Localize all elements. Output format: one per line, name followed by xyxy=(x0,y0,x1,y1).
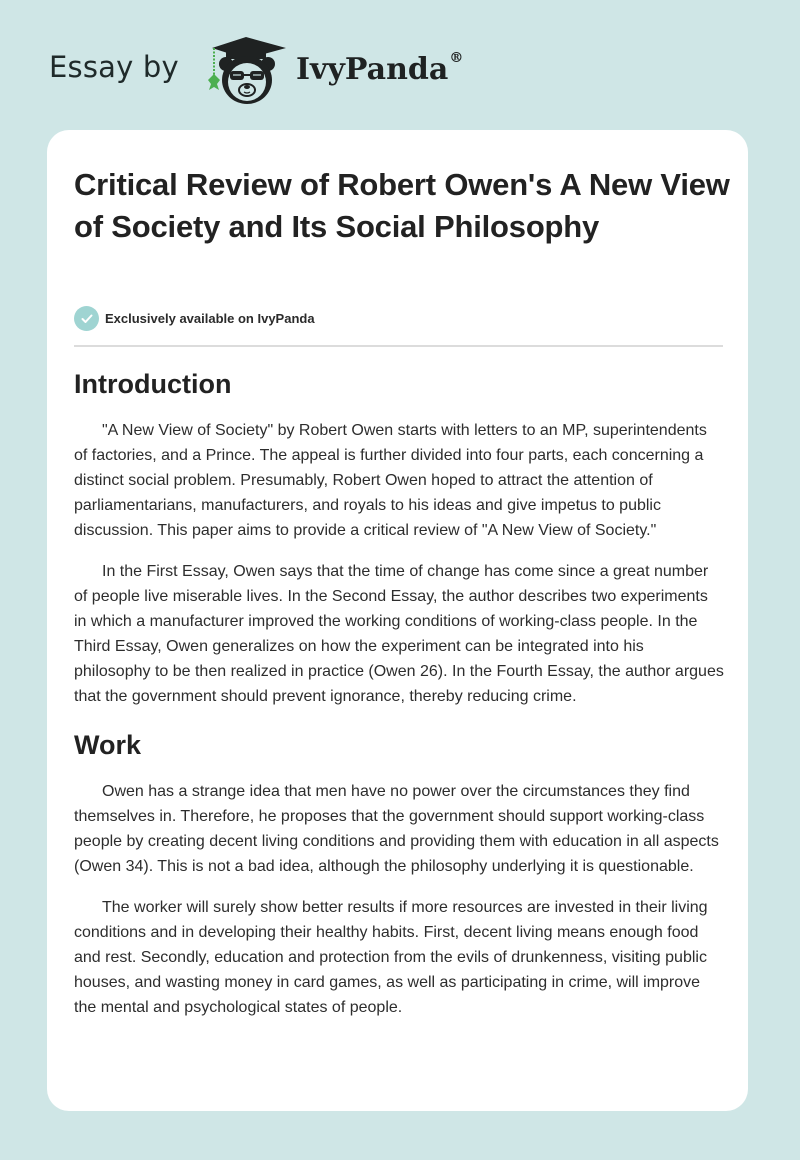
site-header xyxy=(0,0,800,130)
essay-by-label: Essay by xyxy=(49,50,179,84)
registered-mark: ® xyxy=(449,50,464,66)
paragraph: In the First Essay, Owen says that the time of change has come since a great number of people live miserable lives. In the Second Essay, the author describes two experiments in which a manufacturer improved the working conditions of working-class people. In the Third Essay, Owen generalizes on how the experiment can be integrated into his philosophy to be then realized in practice (Owen 26). In the Fourth Essay, the author argues that the government should prevent ignorance, thereby reducing crime. xyxy=(74,563,724,705)
essay-card xyxy=(47,130,748,1111)
paragraph: "A New View of Society" by Robert Owen starts with letters to an MP, superintendents of factories, and a Prince. The appeal is further divided into four parts, each concerning a distinct social problem. Presumably, Robert Owen hoped to attract the attention of parliamentarians, manufacturers, and royals to his ideas and give impetus to public discussion. This paper aims to provide a critical review of "A New View of Society." xyxy=(74,422,707,539)
exclusive-badge xyxy=(74,306,315,331)
section-heading-work: Work xyxy=(74,730,142,760)
paragraph: The worker will surely show better results if more resources are invested in their living conditions and in developing their healthy habits. First, decent living means enough food and rest. Secondly, education and protection from the evils of drunkenness, visiting public houses, and wasting money in card games, as well as participating in crime, will improve the mental and psychological states of people. xyxy=(74,899,708,1016)
paragraph: Owen has a strange idea that men have no power over the circumstances they find themselves in. Therefore, he proposes that the government should support working-class people by creating decent living conditions and providing them with education in all aspects (Owen 34). This is not a bad idea, although the philosophy underlying it is questionable. xyxy=(74,783,719,875)
essay-body xyxy=(74,362,724,1020)
title-divider xyxy=(74,345,723,347)
exclusive-badge-text: Exclusively available on IvyPanda xyxy=(105,311,315,326)
section-heading-introduction: Introduction xyxy=(74,369,232,399)
brand-name[interactable]: IvyPanda® xyxy=(296,50,464,87)
check-circle-icon xyxy=(74,306,99,331)
page-title: Critical Review of Robert Owen's A New View of Society and Its Social Philosophy xyxy=(74,167,730,244)
panda-graduate-logo-icon[interactable] xyxy=(202,34,288,108)
